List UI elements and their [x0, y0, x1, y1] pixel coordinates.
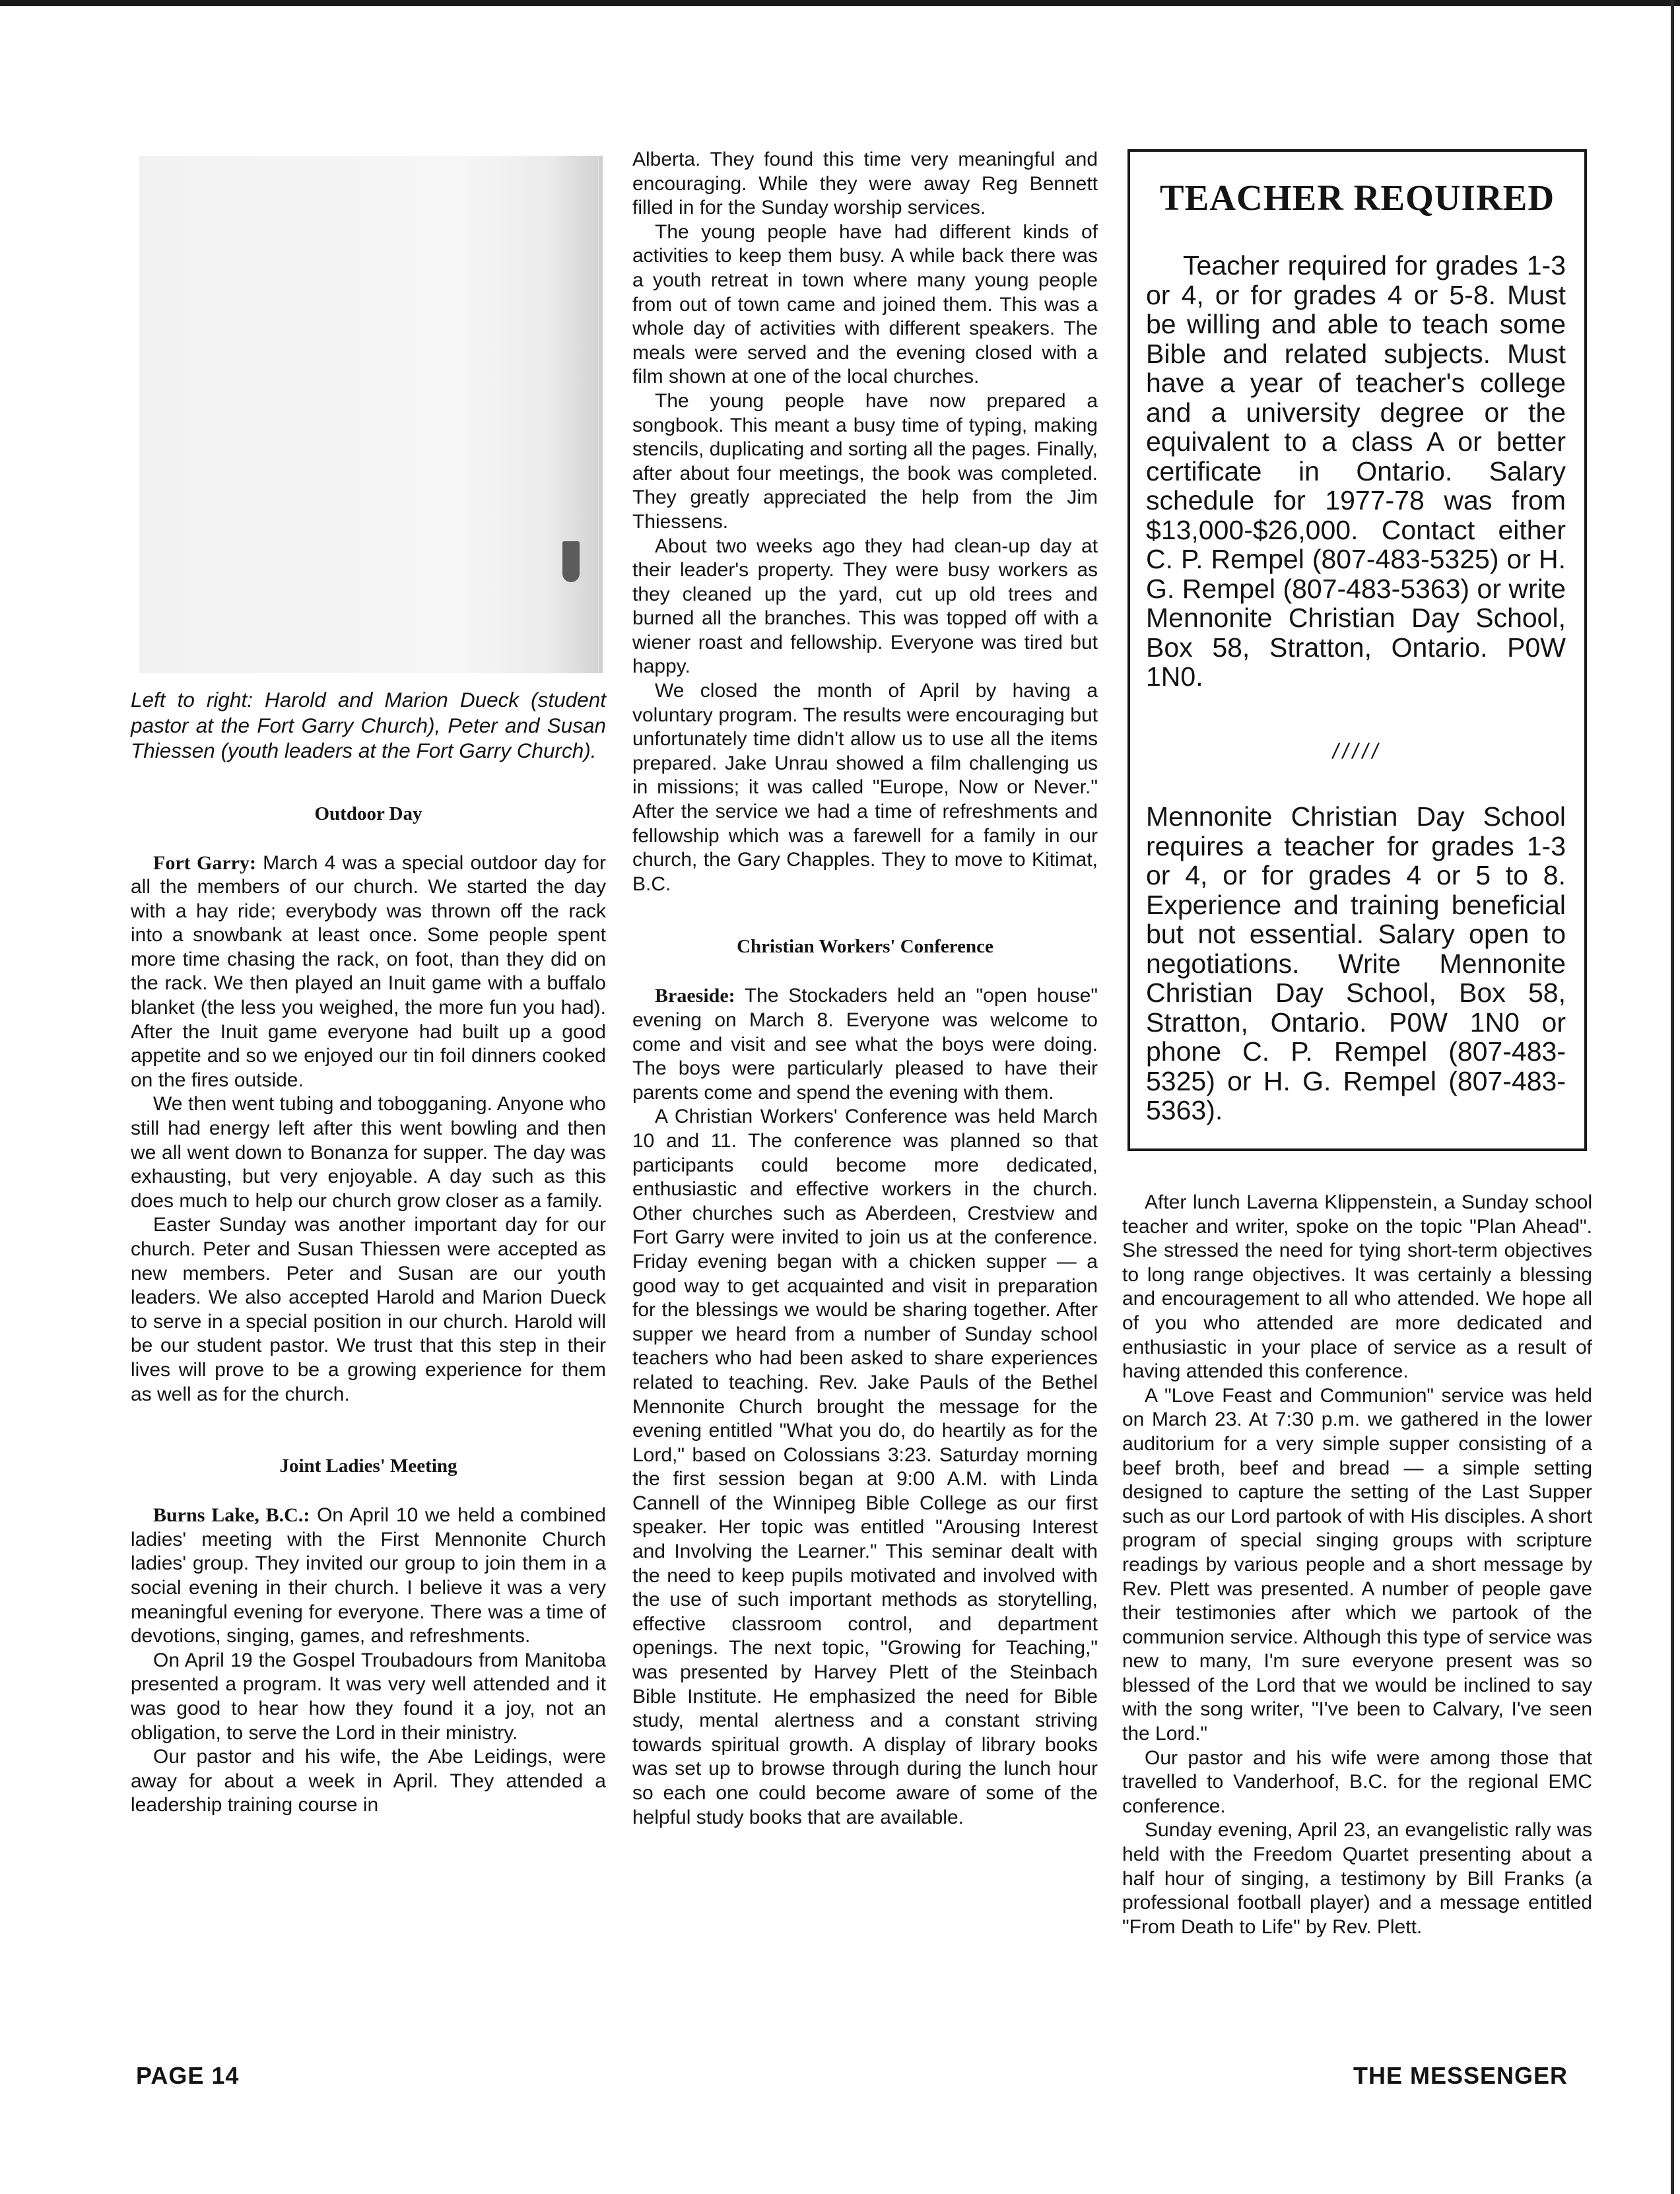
- joint-ladies-paragraph-1: Burns Lake, B.C.: On April 10 we held a combined ladies' meeting with the First Mennonite Church ladies' group. They invited our group to join them in a social evening in their church. I believe it was a very meaningful evening for everyone. There was a time of devotions, singing, games, and refreshments.: [131, 1504, 606, 1647]
- christian-workers-paragraph-2: A Christian Workers' Conference was held March 10 and 11. The conference was planned so that participants could become more dedicated, enthusiastic and effective workers in the church. Other churches such as Aberdeen, Crestview and Fort Garry were invited to join us at the conference. Friday evening began with a chicken supper — a good way to get acquainted and visit in preparation for the blessings we would be sharing together. After supper we heard from a number of Sunday school teachers who had been asked to share experiences related to teaching. Rev. Jake Pauls of the Bethel Mennonite Church brought the message for the evening entitled "What you do, do heartily as for the Lord," based on Colossians 3:23. Saturday morning the first session began at 9:00 A.M. with Linda Cannell of the Winnipeg Bible College as our first speaker. Her topic was entitled "Arousing Interest and Involving the Learner." This seminar dealt with the need to keep pupils motivated and involved with the use of such important methods as storytelling, effective classroom control, and department openings. The next topic, "Growing for Teaching," was presented by Harvey Plett of the Steinbach Bible Institute. He emphasized the need for Bible study, mental alertness and a constant striving towards spiritual growth. A display of library books was set up to browse through during the lunch hour so each one could become aware of some of the helpful study books that are available.: [632, 1106, 1098, 1828]
- column-1: [131, 687, 606, 1818]
- heading-outdoor-day: Outdoor Day: [314, 803, 422, 824]
- outdoor-day-paragraph-2: We then went tubing and tobogganing. Anyone who still had energy left after this went bowling and then we all went down to Bonanza for supper. The day was exhausting, but very enjoyable. A day such as this does much to help our church grow closer as a family.: [131, 1093, 606, 1212]
- col2-paragraph-5: We closed the month of April by having a voluntary program. The results were encouraging but unfortunately time didn't allow us to use all the items prepared. Jake Unrau showed a film challenging us in missions; it was called "Europe, Now or Never." After the service we had a time of refreshments and fellowship which was a farewell for a family in our church, the Gary Chapples. They to move to Kitimat, B.C.: [632, 680, 1098, 895]
- col2-paragraph-3: The young people have now prepared a songbook. This meant a busy time of typing, making stencils, duplicating and sorting all the pages. Finally, after about four meetings, the book was completed. They greatly appreciated the help from the Jim Thiessens.: [632, 389, 1098, 533]
- photo: [139, 156, 603, 673]
- place-burns-lake: Burns Lake, B.C.:: [153, 1504, 310, 1527]
- top-border-line: [0, 0, 1680, 6]
- col3-paragraph-1: After lunch Laverna Klippenstein, a Sunday school teacher and writer, spoke on the topic "Plan Ahead". She stressed the need for tying short-term objectives to long range objectives. It was certainly a blessing and encouragement to all who attended. We hope all of you who attended are more dedicated and enthusiastic in your place of service as a result of having attended this conference.: [1122, 1191, 1592, 1383]
- ad-title: TEACHER REQUIRED: [1159, 178, 1555, 218]
- teacher-required-ad: [1127, 149, 1587, 1151]
- col2-paragraph-4: About two weeks ago they had clean-up day at their leader's property. They were busy workers as they cleaned up the yard, cut up old trees and burned all the branches. This was topped off with a wiener roast and fellowship. Everyone was tired but happy.: [632, 535, 1098, 678]
- ad-paragraph-1: Teacher required for grades 1-3 or 4, or for grades 4 or 5-8. Must be willing and able to teach some Bible and related subjects. Must have a year of teacher's college and a university degree or the equivalent to a class A or better certificate in Ontario. Salary schedule for 1977-78 was from $13,000-$26,000. Contact either C. P. Rempel (807-483-5325) or H. G. Rempel (807-483-5363) or write Mennonite Christian Day School, Box 58, Stratton, Ontario. P0W 1N0.: [1146, 250, 1566, 692]
- right-border-line: [1671, 0, 1674, 2194]
- col3-paragraph-3: Our pastor and his wife were among those that travelled to Vanderhoof, B.C. for the regional EMC conference.: [1122, 1746, 1592, 1817]
- photo-detail: [562, 541, 580, 582]
- joint-ladies-paragraph-2: On April 19 the Gospel Troubadours from Manitoba presented a program. It was very well attended and it was good to hear how they found it a joy, not an obligation, to serve the Lord in their ministry.: [131, 1649, 606, 1744]
- heading-christian-workers-conference: Christian Workers' Conference: [737, 936, 993, 958]
- col2-paragraph-1: Alberta. They found this time very meaningful and encouraging. While they were away Reg Bennett filled in for the Sunday worship services.: [632, 149, 1098, 219]
- col2-paragraph-2: The young people have had different kinds of activities to keep them busy. A while back there was a youth retreat in town where many young people from out of town came and joined them. This was a whole day of activities with different speakers. The meals were served and the evening closed with a film shown at one of the local churches.: [632, 220, 1098, 388]
- column-3: [1122, 1191, 1592, 1939]
- photo-caption: Left to right: Harold and Marion Dueck (student pastor at the Fort Garry Church), Peter and Susan Thiessen (youth leaders at the Fort Garry Church).: [131, 688, 606, 762]
- ad-separator: /////: [1332, 739, 1382, 763]
- col3-paragraph-2: A "Love Feast and Communion" service was held on March 23. At 7:30 p.m. we gathered in the lower auditorium for a very simple supper consisting of a beef broth, beef and bread — a simple setting designed to capture the setting of the Last Supper such as our Lord partook of with His disciples. A short program of special singing groups with scripture readings by various people and a short message by Rev. Plett was presented. A number of people gave their testimonies after which we partook of the communion service. Although this type of service was new to many, I'm sure everyone present was so blessed of the Lord that we would be inclined to say with the song writer, "I've been to Calvary, I've seen the Lord.": [1122, 1384, 1592, 1745]
- ad-paragraph-2: Mennonite Christian Day School requires a teacher for grades 1-3 or 4, or for grades 4 or 5 to 8. Experience and training beneficial but not essential. Salary open to negotiations. Write Mennonite Christian Day School, Box 58, Stratton, Ontario. P0W 1N0 or phone C. P. Rempel (807-483-5325) or H. G. Rempel (807-483-5363).: [1146, 801, 1566, 1125]
- outdoor-day-paragraph-1: Fort Garry: March 4 was a special outdoor day for all the members of our church. We started the day with a hay ride; everybody was thrown off the rack into a snowbank at least once. Some people spent more time chasing the rack, on foot, than they did on the rack. We then played an Inuit game with a buffalo blanket (the less you weighed, the more fun you had). After the Inuit game everyone had built up a good appetite and so we enjoyed our tin foil dinners cooked on the fires outside.: [131, 851, 606, 1091]
- column-2: [632, 148, 1098, 1830]
- col3-paragraph-4: Sunday evening, April 23, an evangelistic rally was held with the Freedom Quartet presenting about a half hour of singing, a testimony by Bill Franks (a professional football player) and a message entitled "From Death to Life" by Rev. Plett.: [1122, 1819, 1592, 1938]
- outdoor-day-paragraph-3: Easter Sunday was another important day for our church. Peter and Susan Thiessen were accepted as new members. Peter and Susan are our youth leaders. We also accepted Harold and Marion Dueck to serve in a special position in our church. Harold will be our student pastor. We trust that this step in their lives will prove to be a growing experience for them as well as for the church.: [131, 1214, 606, 1405]
- christian-workers-paragraph-1: Braeside: The Stockaders held an "open house" evening on March 8. Everyone was welcome to come and visit and see what the boys were doing. The boys were particularly pleased to have their parents come and spend the evening with them.: [632, 985, 1098, 1104]
- page-number: PAGE 14: [136, 2062, 240, 2089]
- place-braeside: Braeside:: [655, 985, 735, 1007]
- heading-joint-ladies-meeting: Joint Ladies' Meeting: [279, 1455, 457, 1477]
- joint-ladies-paragraph-3: Our pastor and his wife, the Abe Leidings, were away for about a week in April. They attended a leadership training course in: [131, 1746, 606, 1816]
- publication-name: THE MESSENGER: [1353, 2062, 1568, 2089]
- place-fort-garry: Fort Garry:: [153, 851, 256, 874]
- photo-shadow: [552, 156, 598, 673]
